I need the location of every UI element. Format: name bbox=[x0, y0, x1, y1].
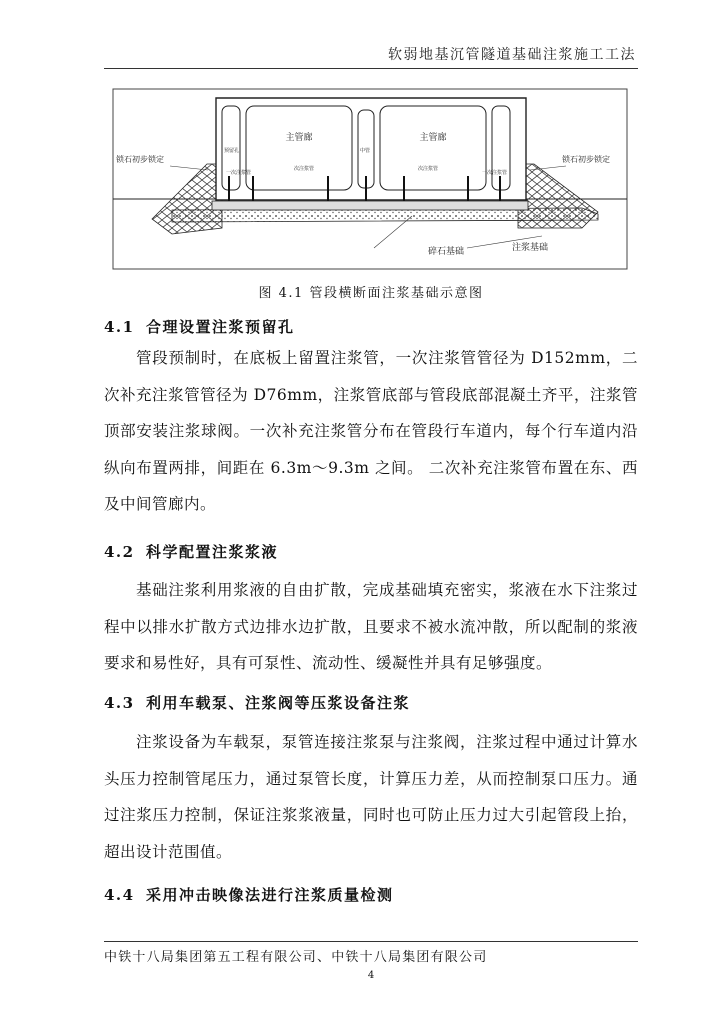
left-pipe-a-label: 一次注浆管 bbox=[226, 170, 252, 176]
cross-section-figure bbox=[112, 88, 628, 270]
left-gallery-label: 主管廊 bbox=[285, 133, 313, 143]
section-number: 4.3 bbox=[104, 694, 135, 712]
section-number: 4.4 bbox=[104, 886, 135, 904]
section-body-4-3: 注浆设备为车载泵，泵管连接注浆泵与注浆阀，注浆过程中通过计算水头压力控制管尾压力，通过泵管长度，计算压力差，从而控制泵口压力。通过注浆压力控制，保证注浆浆液量，同时也可防止压力过大引起管段上抬，超出设计范围值。 bbox=[104, 733, 638, 861]
section-title-4-1 bbox=[104, 316, 638, 337]
section-heading: 合理设置注浆预留孔 bbox=[146, 318, 295, 336]
section-heading: 科学配置注浆浆液 bbox=[146, 543, 279, 561]
left-wall-note: 预留孔 bbox=[224, 148, 240, 154]
section-number: 4.2 bbox=[104, 543, 135, 561]
page-number: 4 bbox=[367, 970, 375, 981]
section-title-4-2 bbox=[104, 541, 638, 562]
grout-label: 注浆基础 bbox=[512, 243, 549, 253]
right-pipe-a-label: 次注浆管 bbox=[418, 166, 439, 172]
page-header bbox=[104, 38, 638, 69]
grout-base bbox=[212, 201, 528, 210]
left-rock-label: 锁石初步锁定 bbox=[116, 155, 164, 164]
section-heading: 利用车载泵、注浆阀等压浆设备注浆 bbox=[146, 694, 411, 712]
right-rock-label: 锁石初步锁定 bbox=[562, 155, 610, 164]
left-pipe-b-label: 次注浆管 bbox=[294, 166, 315, 172]
gravel-label: 碎石基础 bbox=[428, 247, 465, 257]
figure-caption: 图 4.1 管段横断面注浆基础示意图 bbox=[258, 286, 484, 301]
header-title: 软弱地基沉管隧道基础注浆施工工法 bbox=[388, 47, 636, 63]
section-body-4-1: 管段预制时，在底板上留置注浆管，一次注浆管管径为 D152mm，二次补充注浆管管径为 D76mm，注浆管底部与管段底部混凝土齐平，注浆管顶部安装注浆球阀。一次补充注浆管分布在管段行车道内，每个行车道内沿纵向布置两排，间距在 6.3m～9.3m 之间。 二次补充注浆管布置在东、西及中间管廊内。 bbox=[104, 349, 638, 513]
center-wall-note: 中管 bbox=[360, 148, 371, 154]
section-title-4-4 bbox=[104, 884, 638, 905]
cross-section-diagram bbox=[112, 88, 628, 270]
right-gallery-label: 主管廊 bbox=[419, 133, 447, 143]
right-pipe-b-label: 一次注浆管 bbox=[482, 170, 508, 176]
section-heading: 采用冲击映像法进行注浆质量检测 bbox=[146, 886, 394, 904]
tunnel-outer bbox=[216, 98, 526, 200]
section-number: 4.1 bbox=[104, 318, 135, 336]
section-body-4-2: 基础注浆利用浆液的自由扩散，完成基础填充密实，浆液在水下注浆过程中以排水扩散方式边排水边扩散，且要求不被水流冲散，所以配制的浆液要求和易性好，具有可泵性、流动性、缓凝性并具有足够强度。 bbox=[104, 581, 638, 672]
section-title-4-3 bbox=[104, 692, 638, 713]
page-footer bbox=[104, 941, 638, 965]
footer-company: 中铁十八局集团第五工程有限公司、中铁十八局集团有限公司 bbox=[104, 950, 488, 965]
